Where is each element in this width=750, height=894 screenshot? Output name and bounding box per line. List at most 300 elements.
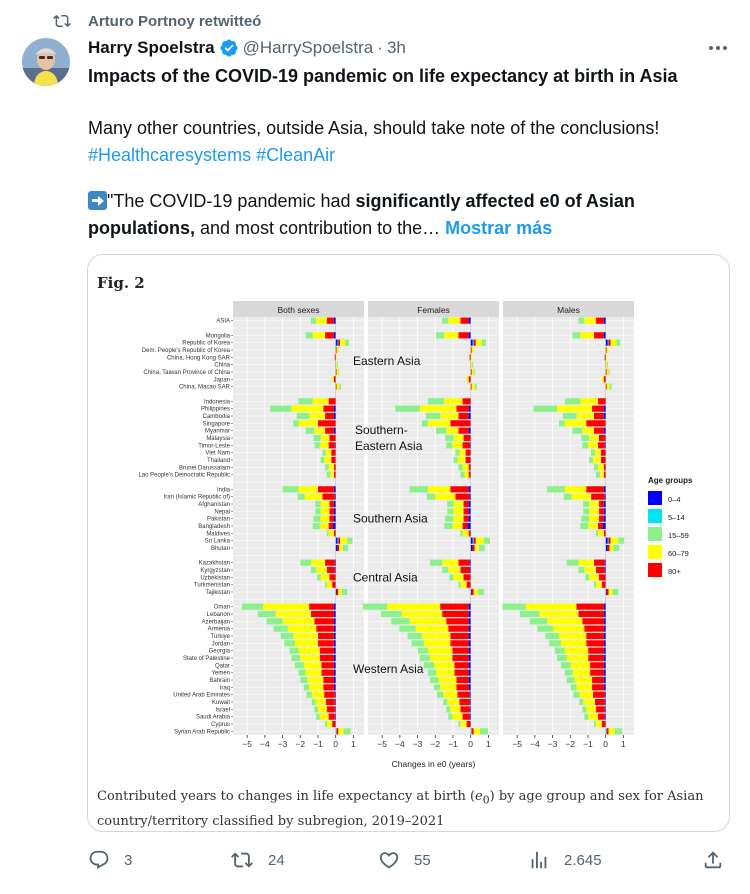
bar-segment bbox=[315, 501, 320, 507]
bar-segment bbox=[339, 545, 343, 551]
country-label: Viet Nam bbox=[205, 450, 230, 457]
bar-segment bbox=[334, 633, 336, 639]
bar-segment bbox=[323, 684, 334, 690]
legend-label: 5–14 bbox=[668, 513, 685, 522]
x-tick-label: −3 bbox=[412, 739, 423, 749]
x-tick-label: −1 bbox=[583, 739, 593, 749]
show-more-link[interactable]: Mostrar más bbox=[445, 218, 553, 238]
bar-segment bbox=[434, 684, 440, 690]
bar-segment bbox=[336, 362, 337, 368]
bar-segment bbox=[318, 633, 334, 639]
author-name[interactable]: Harry Spoelstra bbox=[88, 38, 215, 57]
bar-segment bbox=[440, 413, 458, 419]
bar-segment bbox=[573, 332, 581, 338]
country-label: Cyprus bbox=[210, 722, 230, 728]
header-separator: · bbox=[377, 38, 383, 57]
bar-segment bbox=[459, 699, 469, 705]
bar-segment bbox=[604, 633, 606, 639]
x-tick-label: −2 bbox=[295, 739, 306, 749]
bar-segment bbox=[589, 574, 599, 580]
bar-segment bbox=[347, 538, 352, 544]
bar-segment bbox=[337, 728, 339, 734]
bar-segment bbox=[593, 692, 605, 698]
bar-segment bbox=[606, 340, 608, 346]
x-tick-label: 0 bbox=[468, 739, 474, 749]
region-label: Western Asia bbox=[353, 662, 424, 676]
bar-segment bbox=[553, 626, 584, 632]
hashtag-healthcaresystems[interactable]: #Healthcaresystems bbox=[88, 145, 252, 165]
bar-segment bbox=[563, 413, 577, 419]
bar-segment bbox=[334, 655, 336, 661]
bar-segment bbox=[448, 714, 452, 720]
bar-segment bbox=[469, 655, 471, 661]
bar-segment bbox=[604, 677, 606, 683]
bar-segment bbox=[327, 582, 332, 588]
country-label: Mongolia bbox=[205, 333, 230, 340]
bar-segment bbox=[447, 699, 459, 705]
bar-segment bbox=[460, 721, 466, 727]
bar-segment bbox=[609, 728, 615, 734]
bar-segment bbox=[327, 706, 335, 712]
bar-segment bbox=[324, 457, 331, 463]
bar-segment bbox=[614, 728, 622, 734]
facet-title-1: Females bbox=[417, 305, 450, 315]
bar-segment bbox=[567, 560, 579, 566]
bar-segment bbox=[337, 369, 339, 375]
bar-segment bbox=[609, 369, 610, 375]
bar-segment bbox=[588, 655, 604, 661]
bar-segment bbox=[463, 523, 468, 529]
bar-segment bbox=[604, 611, 606, 617]
bar-segment bbox=[590, 670, 604, 676]
reply-icon bbox=[88, 849, 110, 871]
country-label: Kuwait bbox=[211, 700, 230, 706]
bar-segment bbox=[601, 450, 606, 456]
caption-e: e bbox=[475, 789, 483, 804]
bar-segment bbox=[291, 406, 323, 412]
bar-segment bbox=[608, 538, 609, 544]
reply-button[interactable] bbox=[88, 848, 132, 872]
bar-segment bbox=[607, 347, 609, 353]
bar-segment bbox=[334, 670, 336, 676]
country-label: Thailand bbox=[206, 458, 230, 464]
bar-segment bbox=[299, 648, 320, 654]
bar-segment bbox=[313, 332, 325, 338]
bar-segment bbox=[443, 699, 447, 705]
country-label: Armenia bbox=[207, 626, 230, 633]
bar-segment bbox=[549, 640, 561, 646]
bar-segment bbox=[329, 435, 335, 441]
bar-segment bbox=[604, 684, 606, 690]
bar-segment bbox=[469, 516, 471, 522]
bar-segment bbox=[440, 604, 469, 610]
country-label: Singapore bbox=[202, 421, 230, 428]
bar-segment bbox=[333, 523, 336, 529]
bar-segment bbox=[579, 692, 593, 698]
country-label: China bbox=[214, 362, 230, 369]
bar-segment bbox=[275, 611, 310, 617]
bar-segment bbox=[311, 318, 316, 324]
bar-segment bbox=[391, 618, 409, 624]
bar-segment bbox=[330, 472, 334, 478]
bar-segment bbox=[611, 340, 617, 346]
bar-segment bbox=[452, 648, 468, 654]
bar-segment bbox=[438, 677, 456, 683]
bar-segment bbox=[458, 428, 468, 434]
bar-segment bbox=[586, 486, 604, 492]
bar-segment bbox=[420, 655, 430, 661]
bar-segment bbox=[448, 626, 468, 632]
bar-segment bbox=[607, 728, 609, 734]
bar-segment bbox=[476, 340, 482, 346]
bar-segment bbox=[338, 369, 339, 375]
bar-segment bbox=[571, 684, 577, 690]
retweet-text[interactable]: Arturo Portnoy retwitteó bbox=[88, 12, 262, 30]
bar-segment bbox=[428, 486, 450, 492]
bar-segment bbox=[345, 340, 349, 346]
bar-segment bbox=[588, 442, 598, 448]
bar-segment bbox=[602, 582, 606, 588]
bar-segment bbox=[469, 633, 471, 639]
bar-segment bbox=[599, 435, 606, 441]
bar-segment bbox=[342, 589, 347, 595]
bar-segment bbox=[320, 442, 329, 448]
bar-segment bbox=[306, 692, 311, 698]
bar-segment bbox=[604, 508, 606, 514]
bar-segment bbox=[547, 486, 565, 492]
bar-segment bbox=[580, 398, 598, 404]
bar-segment bbox=[337, 589, 339, 595]
bar-segment bbox=[561, 640, 586, 646]
bar-segment bbox=[484, 538, 490, 544]
bar-segment bbox=[327, 721, 332, 727]
country-label: Kazakhstan bbox=[198, 560, 230, 567]
share-button[interactable] bbox=[702, 848, 738, 872]
bar-segment bbox=[618, 538, 624, 544]
bar-segment bbox=[458, 560, 469, 566]
bar-segment bbox=[334, 406, 336, 412]
bar-segment bbox=[453, 508, 463, 514]
bar-segment bbox=[464, 508, 469, 514]
bar-segment bbox=[338, 728, 343, 734]
bar-segment bbox=[460, 530, 462, 536]
bar-segment bbox=[318, 420, 336, 426]
bar-segment bbox=[613, 545, 619, 551]
bar-segment bbox=[325, 560, 335, 566]
bar-segment bbox=[436, 332, 444, 338]
bar-segment bbox=[589, 501, 599, 507]
share-icon bbox=[702, 849, 724, 871]
bar-segment bbox=[460, 472, 464, 478]
bar-segment bbox=[337, 362, 338, 368]
legend-swatch bbox=[648, 527, 662, 541]
bar-segment bbox=[469, 662, 471, 668]
country-label: Georgia bbox=[208, 648, 230, 655]
bar-segment bbox=[598, 442, 605, 448]
country-label: Republic of Korea bbox=[182, 340, 230, 347]
bar-segment bbox=[297, 413, 309, 419]
bar-segment bbox=[580, 523, 588, 529]
bar-segment bbox=[463, 530, 469, 536]
bar-segment bbox=[565, 648, 588, 654]
x-tick-label: −5 bbox=[242, 739, 253, 749]
bar-segment bbox=[469, 684, 471, 690]
retweet-line bbox=[52, 10, 261, 32]
bar-segment bbox=[473, 340, 474, 346]
bar-segment bbox=[557, 406, 592, 412]
region-label: Southern Asia bbox=[353, 511, 428, 526]
bar-segment bbox=[334, 464, 336, 470]
bar-segment bbox=[464, 574, 471, 580]
bar-segment bbox=[602, 721, 606, 727]
bar-segment bbox=[576, 604, 603, 610]
bar-segment bbox=[450, 706, 460, 712]
bar-segment bbox=[471, 545, 473, 551]
country-label: Iran (Islamic Republic of) bbox=[163, 494, 230, 501]
bar-segment bbox=[336, 340, 338, 346]
bar-segment bbox=[596, 472, 600, 478]
bar-segment bbox=[453, 516, 463, 522]
bar-segment bbox=[586, 420, 605, 426]
country-label: Timor-Leste bbox=[198, 443, 230, 450]
legend-label: 80+ bbox=[668, 567, 681, 576]
bar-segment bbox=[561, 662, 571, 668]
bar-segment bbox=[334, 684, 336, 690]
x-tick-label: −5 bbox=[512, 739, 523, 749]
bar-segment bbox=[293, 420, 298, 426]
bar-segment bbox=[604, 530, 606, 536]
bar-segment bbox=[594, 428, 604, 434]
like-button[interactable] bbox=[378, 848, 431, 872]
bar-segment bbox=[329, 508, 333, 514]
bar-segment bbox=[331, 450, 335, 456]
country-label: Qatar bbox=[214, 663, 230, 670]
bar-segment bbox=[591, 494, 605, 500]
author-handle[interactable]: @HarrySpoelstra bbox=[242, 38, 374, 57]
bar-segment bbox=[564, 494, 572, 500]
bar-segment bbox=[586, 633, 604, 639]
bar-segment bbox=[469, 640, 471, 646]
bar-segment bbox=[463, 714, 470, 720]
views-chart-icon bbox=[528, 849, 550, 871]
bar-segment bbox=[329, 714, 335, 720]
bar-segment bbox=[458, 413, 468, 419]
bar-segment bbox=[594, 464, 598, 470]
bar-segment bbox=[299, 420, 318, 426]
bar-segment bbox=[595, 450, 601, 456]
bar-segment bbox=[337, 545, 339, 551]
bar-segment bbox=[304, 662, 322, 668]
bar-segment bbox=[589, 508, 599, 514]
bar-segment bbox=[578, 567, 584, 573]
bar-segment bbox=[596, 582, 602, 588]
bar-segment bbox=[452, 523, 462, 529]
bar-segment bbox=[520, 611, 539, 617]
bar-segment bbox=[572, 494, 591, 500]
bar-segment bbox=[460, 567, 469, 573]
tweet-body-text: Many other countries, outside Asia, should take note of the conclusions! bbox=[88, 118, 660, 138]
more-options-button[interactable] bbox=[706, 38, 730, 58]
bar-segment bbox=[599, 508, 604, 514]
bar-segment bbox=[604, 670, 606, 676]
bar-segment bbox=[326, 450, 331, 456]
bar-segment bbox=[444, 523, 452, 529]
action-bar bbox=[88, 848, 728, 872]
bar-segment bbox=[325, 464, 329, 470]
bar-segment bbox=[258, 611, 276, 617]
country-label: Maldives bbox=[206, 531, 230, 538]
country-label: Bahrain bbox=[209, 678, 230, 684]
bar-segment bbox=[469, 604, 471, 610]
country-label: Türkiye bbox=[210, 634, 230, 640]
bar-segment bbox=[464, 516, 469, 522]
bar-segment bbox=[604, 655, 606, 661]
bar-segment bbox=[320, 655, 334, 661]
region-label: Eastern Asia bbox=[355, 439, 423, 453]
bar-segment bbox=[584, 626, 603, 632]
bar-segment bbox=[604, 501, 606, 507]
bar-segment bbox=[567, 655, 588, 661]
bar-segment bbox=[337, 538, 338, 544]
bar-segment bbox=[334, 413, 336, 419]
bar-segment bbox=[582, 618, 603, 624]
bar-segment bbox=[456, 677, 468, 683]
bar-segment bbox=[469, 472, 471, 478]
bar-segment bbox=[584, 714, 588, 720]
bar-segment bbox=[467, 582, 471, 588]
bar-segment bbox=[327, 318, 334, 324]
bar-segment bbox=[469, 406, 471, 412]
bar-segment bbox=[464, 501, 469, 507]
bar-segment bbox=[472, 728, 474, 734]
bar-segment bbox=[466, 457, 471, 463]
bar-segment bbox=[338, 340, 340, 346]
figure-caption bbox=[97, 786, 717, 832]
country-label: Brunei Darussalam bbox=[178, 465, 230, 472]
bar-segment bbox=[318, 486, 334, 492]
bar-segment bbox=[329, 523, 333, 529]
bar-segment bbox=[469, 376, 471, 382]
bar-segment bbox=[469, 626, 471, 632]
bar-segment bbox=[428, 420, 450, 426]
bar-segment bbox=[314, 706, 318, 712]
bar-segment bbox=[598, 714, 605, 720]
bar-segment bbox=[467, 376, 469, 382]
bar-segment bbox=[306, 332, 313, 338]
x-axis-label: Changes in e0 (years) bbox=[391, 759, 476, 769]
bar-segment bbox=[305, 494, 323, 500]
country-label: Turkmenistan bbox=[193, 582, 230, 589]
bar-segment bbox=[586, 640, 604, 646]
bar-segment bbox=[459, 450, 465, 456]
bar-segment bbox=[598, 398, 606, 404]
bar-segment bbox=[608, 340, 609, 346]
bar-segment bbox=[450, 486, 468, 492]
bar-segment bbox=[334, 376, 336, 382]
x-tick-label: −2 bbox=[565, 739, 576, 749]
bar-segment bbox=[571, 662, 590, 668]
country-label: Bhutan bbox=[210, 546, 230, 552]
bar-segment bbox=[555, 648, 565, 654]
bar-segment bbox=[449, 574, 453, 580]
bar-segment bbox=[318, 640, 334, 646]
bar-segment bbox=[604, 618, 606, 624]
country-label: India bbox=[216, 487, 230, 494]
bar-segment bbox=[387, 604, 440, 610]
bar-segment bbox=[475, 384, 477, 390]
bar-segment bbox=[422, 420, 428, 426]
bar-segment bbox=[611, 538, 619, 544]
bar-segment bbox=[322, 450, 326, 456]
bar-segment bbox=[455, 494, 469, 500]
bar-segment bbox=[453, 501, 463, 507]
country-label: Malaysia bbox=[206, 436, 230, 442]
bar-segment bbox=[457, 457, 465, 463]
bar-segment bbox=[458, 582, 460, 588]
bar-segment bbox=[604, 604, 606, 610]
bar-segment bbox=[325, 721, 327, 727]
bar-segment bbox=[469, 413, 471, 419]
bar-segment bbox=[578, 560, 594, 566]
bar-segment bbox=[453, 574, 463, 580]
media-card[interactable] bbox=[87, 254, 730, 832]
bar-segment bbox=[464, 435, 471, 441]
bar-segment bbox=[469, 486, 471, 492]
bar-segment bbox=[573, 428, 583, 434]
bar-segment bbox=[293, 633, 318, 639]
bar-segment bbox=[427, 494, 435, 500]
avatar[interactable] bbox=[22, 38, 70, 86]
country-label: Oman bbox=[213, 604, 230, 611]
bar-segment bbox=[604, 640, 606, 646]
views-button[interactable] bbox=[528, 848, 602, 872]
bar-segment bbox=[311, 567, 316, 573]
retweet-button[interactable] bbox=[230, 848, 285, 872]
bar-segment bbox=[472, 369, 474, 375]
bar-segment bbox=[412, 640, 424, 646]
bar-segment bbox=[473, 545, 475, 551]
bar-segment bbox=[309, 413, 325, 419]
country-label: Philippines bbox=[200, 406, 230, 413]
bar-segment bbox=[474, 728, 480, 734]
bar-segment bbox=[607, 384, 610, 390]
bar-segment bbox=[322, 670, 334, 676]
bar-segment bbox=[316, 318, 327, 324]
bar-segment bbox=[416, 626, 449, 632]
bar-segment bbox=[316, 626, 334, 632]
legend-title: Age groups bbox=[648, 476, 693, 485]
bar-segment bbox=[590, 662, 604, 668]
bar-segment bbox=[583, 501, 589, 507]
legend-swatch bbox=[648, 545, 662, 559]
country-label: China, Macao SAR bbox=[178, 384, 230, 391]
tweet-time[interactable]: 3h bbox=[386, 38, 406, 57]
country-label: Dem. People's Republic of Korea bbox=[141, 348, 230, 354]
bar-segment bbox=[295, 662, 304, 668]
bar-segment bbox=[295, 640, 318, 646]
bar-segment bbox=[428, 398, 444, 404]
bar-segment bbox=[573, 670, 591, 676]
bar-segment bbox=[445, 435, 453, 441]
bar-segment bbox=[463, 398, 471, 404]
bar-segment bbox=[446, 618, 468, 624]
bar-segment bbox=[606, 538, 608, 544]
hashtag-cleanair[interactable]: #CleanAir bbox=[256, 145, 336, 165]
tweet-header bbox=[88, 37, 406, 59]
bar-segment bbox=[609, 538, 611, 544]
bar-segment bbox=[598, 464, 604, 470]
bar-segment bbox=[401, 611, 442, 617]
